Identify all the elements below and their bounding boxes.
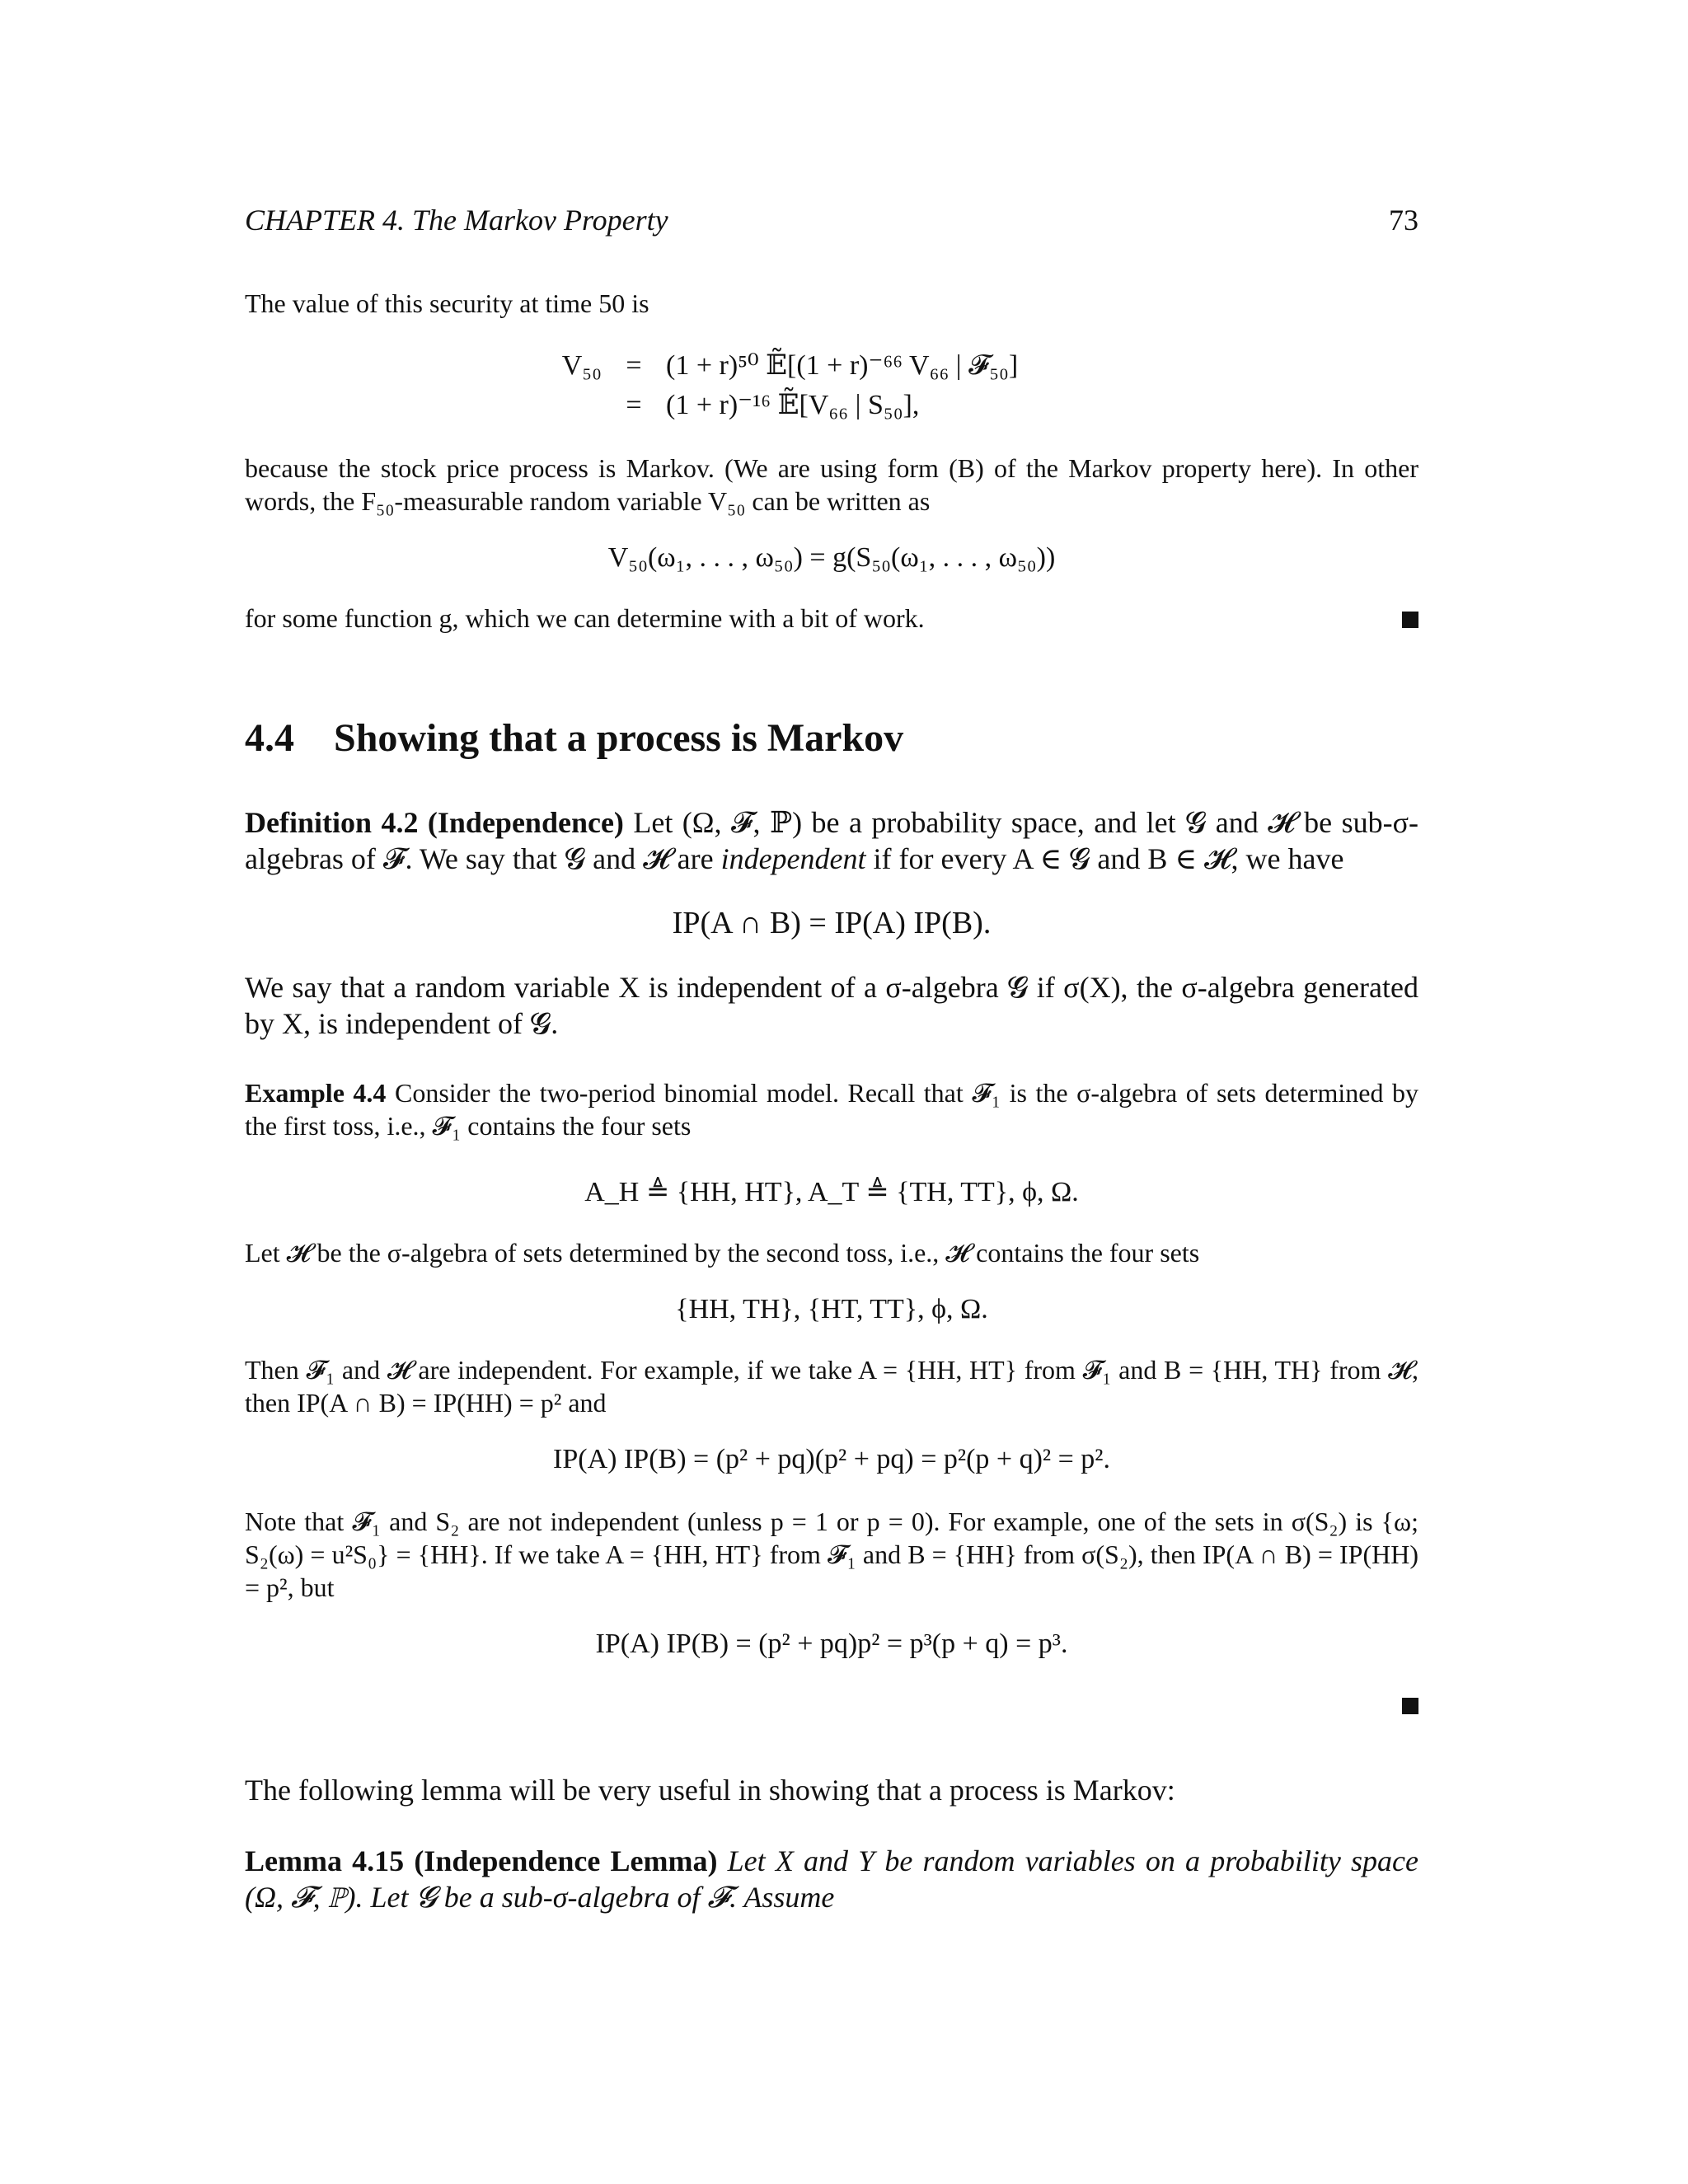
equation-v50-function: V₅₀(ω₁, . . . , ω₅₀) = g(S₅₀(ω₁, . . . , ω₅₀)) bbox=[607, 542, 1056, 573]
qed-square-icon bbox=[1402, 1698, 1418, 1714]
lemma-label: Lemma 4.15 (Independence Lemma) bbox=[245, 1844, 718, 1877]
paragraph-not-independent: Note that 𝓕₁ and S₂ are not independent (unless p = 1 or p = 0). For example, one of the sets in σ(S₂) is {ω; S₂(ω) = u²S₀} = {HH}. If we take A = {HH, HT} from 𝓕₁ and B = {HH} from σ(S₂), then IP(A ∩ B) = IP(HH) = p², but bbox=[245, 1507, 1418, 1602]
lemma-block bbox=[245, 1843, 1418, 1915]
section-number: 4.4 bbox=[245, 716, 294, 760]
aligned-equation-line-1 bbox=[528, 346, 1018, 386]
running-header-title: CHAPTER 4. The Markov Property bbox=[245, 204, 668, 237]
paragraph-second-toss: Let 𝓗 be the σ-algebra of sets determined by the second toss, i.e., 𝓗 contains the four sets bbox=[245, 1238, 1200, 1268]
paragraph-intro: The value of this security at time 50 is bbox=[245, 288, 649, 318]
equation-rhs: (1 + r)⁻¹⁶ 𝔼̃[V₆₆ | S₅₀], bbox=[666, 390, 920, 420]
equation-relation: = bbox=[626, 390, 642, 420]
equation-relation: = bbox=[626, 350, 642, 381]
definition-text-a: Let (Ω, 𝓕, ℙ) be a probability space, and let 𝓖 and 𝓗 be sub-σ-algebras of 𝓕. We say that 𝓖 and 𝓗 are bbox=[245, 806, 1418, 875]
equation-product-probability: IP(A) IP(B) = (p² + pq)(p² + pq) = p²(p + q)² = p². bbox=[553, 1444, 1110, 1474]
lemma-text: Let X and Y be random variables on a probability space (Ω, 𝓕, ℙ). Let 𝓖 be a sub-σ-algebra of 𝓕. Assume bbox=[245, 1844, 1419, 1914]
equation-sets-second-toss: {HH, TH}, {HT, TT}, ϕ, Ω. bbox=[675, 1294, 988, 1324]
equation-lhs: V₅₀ bbox=[561, 350, 602, 381]
paragraph-markov-form: because the stock price process is Markov. (We are using form (B) of the Markov property here). In other words, the F₅₀-measurable random variable V₅₀ can be written as bbox=[245, 453, 1418, 516]
equation-product-probability-2: IP(A) IP(B) = (p² + pq)p² = p³(p + q) = p³. bbox=[595, 1629, 1068, 1659]
paragraph-lemma-intro: The following lemma will be very useful in showing that a process is Markov: bbox=[245, 1774, 1175, 1807]
equation-independence: IP(A ∩ B) = IP(A) IP(B). bbox=[672, 906, 992, 940]
qed-square-icon bbox=[1402, 612, 1418, 628]
page-number: 73 bbox=[1389, 204, 1418, 237]
example-text: Consider the two-period binomial model. Recall that 𝓕₁ is the σ-algebra of sets determined by the first toss, i.e., 𝓕₁ contains the four sets bbox=[245, 1078, 1418, 1141]
equation-rhs: (1 + r)⁵⁰ 𝔼̃[(1 + r)⁻⁶⁶ V₆₆ | 𝓕₅₀] bbox=[666, 350, 1019, 381]
section-heading bbox=[245, 715, 903, 761]
definition-text-b: if for every A ∈ 𝓖 and B ∈ 𝓗, we have bbox=[865, 842, 1344, 875]
definition-label: Definition 4.2 (Independence) bbox=[245, 806, 624, 839]
aligned-equation-line-2 bbox=[528, 386, 919, 425]
paragraph-closing: for some function g, which we can determine with a bit of work. bbox=[245, 603, 925, 633]
definition-block bbox=[245, 804, 1418, 877]
paragraph-rv-independence: We say that a random variable X is independent of a σ-algebra 𝓖 if σ(X), the σ-algebra generated by X, is independent of 𝓖. bbox=[245, 971, 1418, 1040]
equation-sets-first-toss: A_H ≜ {HH, HT}, A_T ≜ {TH, TT}, ϕ, Ω. bbox=[584, 1177, 1079, 1207]
section-title: Showing that a process is Markov bbox=[334, 716, 904, 760]
paragraph-independent-example: Then 𝓕₁ and 𝓗 are independent. For example, if we take A = {HH, HT} from 𝓕₁ and B = {HH, TH} from 𝓗, then IP(A ∩ B) = IP(HH) = p² and bbox=[245, 1355, 1418, 1418]
definition-emphasis: independent bbox=[720, 842, 866, 875]
example-label: Example 4.4 bbox=[245, 1078, 387, 1108]
example-block bbox=[245, 1076, 1418, 1142]
